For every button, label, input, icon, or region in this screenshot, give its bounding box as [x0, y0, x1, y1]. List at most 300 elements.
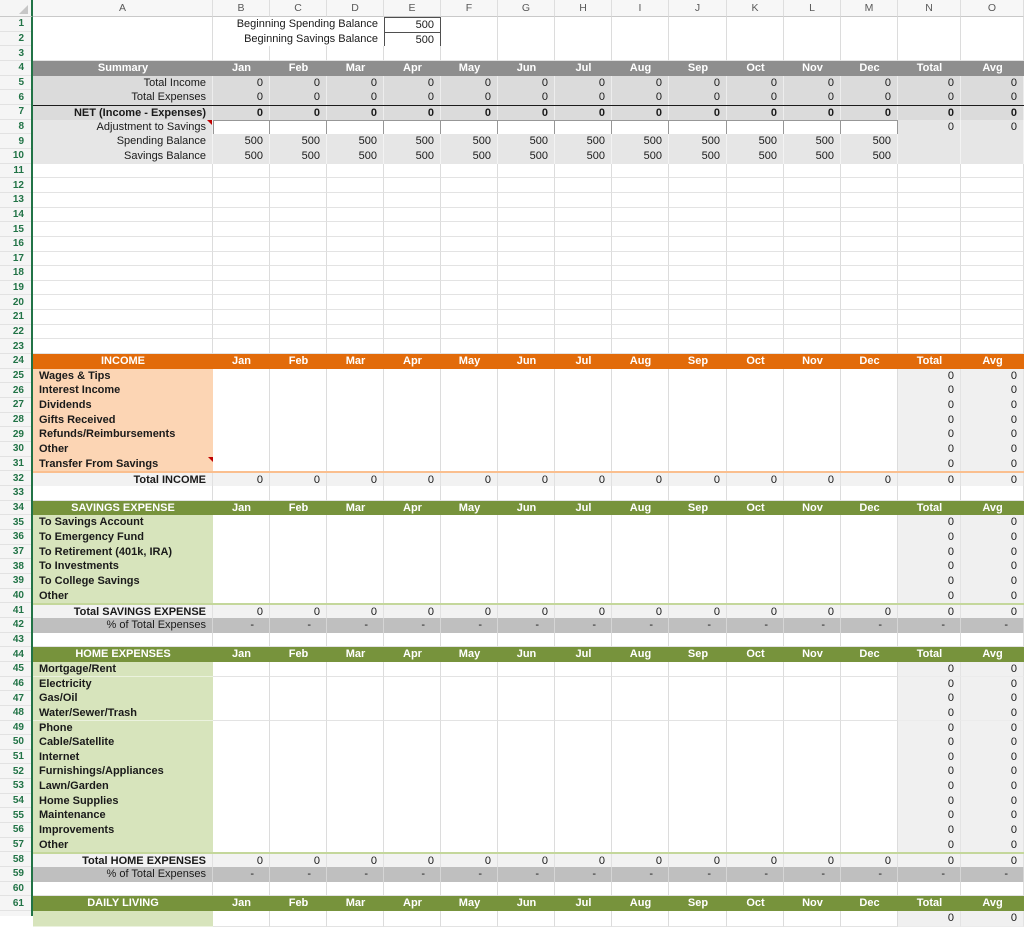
cell-O12[interactable]: [961, 178, 1024, 193]
cell-K6[interactable]: 0: [727, 90, 784, 106]
cell-N25[interactable]: 0: [898, 369, 961, 385]
cell-N53[interactable]: 0: [898, 779, 961, 795]
cell-E23[interactable]: [384, 339, 441, 354]
cell-J18[interactable]: [669, 266, 727, 281]
cell-M58[interactable]: 0: [841, 854, 898, 870]
cell-G62[interactable]: [498, 911, 555, 927]
cell-E16[interactable]: [384, 237, 441, 252]
row-header-51[interactable]: 51: [0, 750, 31, 765]
cell-M16[interactable]: [841, 237, 898, 252]
column-header-F[interactable]: F: [441, 0, 498, 17]
cell-I53[interactable]: [612, 779, 669, 795]
cell-C6[interactable]: 0: [270, 90, 327, 106]
cell-I8[interactable]: [612, 120, 669, 136]
cell-E27[interactable]: [384, 398, 441, 414]
cell-B22[interactable]: [213, 325, 270, 340]
cell-H43[interactable]: [555, 633, 612, 648]
cell-N6[interactable]: 0: [898, 90, 961, 106]
cell-D49[interactable]: [327, 721, 384, 737]
cell-B53[interactable]: [213, 779, 270, 795]
cell-B27[interactable]: [213, 398, 270, 414]
cell-J17[interactable]: [669, 252, 727, 267]
cell-J15[interactable]: [669, 222, 727, 237]
cell-A47[interactable]: Gas/Oil: [33, 691, 213, 707]
cell-N21[interactable]: [898, 310, 961, 325]
cell-F53[interactable]: [441, 779, 498, 795]
column-header-I[interactable]: I: [612, 0, 669, 17]
cell-E57[interactable]: [384, 838, 441, 854]
cell-B25[interactable]: [213, 369, 270, 385]
cell-K42[interactable]: -: [727, 618, 784, 633]
cell-K21[interactable]: [727, 310, 784, 325]
cell-C58[interactable]: 0: [270, 854, 327, 870]
cell-F24[interactable]: May: [441, 354, 498, 369]
cell-B11[interactable]: [213, 164, 270, 179]
cell-J8[interactable]: [669, 120, 727, 136]
cell-M15[interactable]: [841, 222, 898, 237]
cell-C14[interactable]: [270, 208, 327, 223]
cell-C45[interactable]: [270, 662, 327, 678]
cell-H20[interactable]: [555, 295, 612, 310]
cell-M57[interactable]: [841, 838, 898, 854]
cell-J40[interactable]: [669, 589, 727, 605]
cell-G48[interactable]: [498, 706, 555, 722]
cell-O20[interactable]: [961, 295, 1024, 310]
cell-F6[interactable]: 0: [441, 90, 498, 106]
cell-O15[interactable]: [961, 222, 1024, 237]
cell-H51[interactable]: [555, 750, 612, 766]
cell-N27[interactable]: 0: [898, 398, 961, 414]
cell-J48[interactable]: [669, 706, 727, 722]
cell-I40[interactable]: [612, 589, 669, 605]
cell-H12[interactable]: [555, 178, 612, 193]
cell-H38[interactable]: [555, 559, 612, 575]
cell-K29[interactable]: [727, 427, 784, 443]
cell-O53[interactable]: 0: [961, 779, 1024, 795]
cell-L54[interactable]: [784, 794, 841, 810]
cell-K37[interactable]: [727, 545, 784, 561]
cell-J57[interactable]: [669, 838, 727, 854]
cell-A38[interactable]: To Investments: [33, 559, 213, 575]
cell-A9[interactable]: Spending Balance: [33, 134, 213, 150]
cell-J10[interactable]: 500: [669, 149, 727, 165]
cell-O47[interactable]: 0: [961, 691, 1024, 707]
cell-C49[interactable]: [270, 721, 327, 737]
cell-M59[interactable]: -: [841, 867, 898, 882]
cell-H5[interactable]: 0: [555, 76, 612, 92]
row-header-27[interactable]: 27: [0, 398, 31, 413]
cell-C56[interactable]: [270, 823, 327, 839]
cell-E36[interactable]: [384, 530, 441, 546]
cell-C21[interactable]: [270, 310, 327, 325]
cell-H22[interactable]: [555, 325, 612, 340]
cell-N34[interactable]: Total: [898, 501, 961, 516]
cell-J31[interactable]: [669, 457, 727, 473]
cell-D36[interactable]: [327, 530, 384, 546]
cell-A12[interactable]: [33, 178, 213, 193]
cell-B36[interactable]: [213, 530, 270, 546]
cell-L32[interactable]: 0: [784, 473, 841, 489]
cell-D33[interactable]: [327, 486, 384, 501]
cell-L44[interactable]: Nov: [784, 647, 841, 662]
cell-M17[interactable]: [841, 252, 898, 267]
cell-I62[interactable]: [612, 911, 669, 927]
cell-F5[interactable]: 0: [441, 76, 498, 92]
cell-M37[interactable]: [841, 545, 898, 561]
cell-F25[interactable]: [441, 369, 498, 385]
cell-D12[interactable]: [327, 178, 384, 193]
cell-A56[interactable]: Improvements: [33, 823, 213, 839]
cell-A7[interactable]: NET (Income - Expenses): [33, 106, 213, 122]
cell-L39[interactable]: [784, 574, 841, 590]
cell-L34[interactable]: Nov: [784, 501, 841, 516]
cell-B8[interactable]: [213, 120, 270, 136]
cell-A30[interactable]: Other: [33, 442, 213, 458]
cell-H57[interactable]: [555, 838, 612, 854]
cell-D11[interactable]: [327, 164, 384, 179]
cell-C23[interactable]: [270, 339, 327, 354]
cell-G35[interactable]: [498, 515, 555, 531]
cell-M3[interactable]: [841, 46, 898, 61]
cell-E61[interactable]: Apr: [384, 896, 441, 911]
cell-N8[interactable]: 0: [898, 120, 961, 136]
cell-J38[interactable]: [669, 559, 727, 575]
row-header-57[interactable]: 57: [0, 838, 31, 853]
cell-K62[interactable]: [727, 911, 784, 927]
cell-I7[interactable]: 0: [612, 106, 669, 122]
cell-N29[interactable]: 0: [898, 427, 961, 443]
cell-L26[interactable]: [784, 383, 841, 399]
cell-E59[interactable]: -: [384, 867, 441, 882]
cell-E7[interactable]: 0: [384, 106, 441, 122]
cell-D23[interactable]: [327, 339, 384, 354]
row-header-29[interactable]: 29: [0, 427, 31, 442]
cell-N47[interactable]: 0: [898, 691, 961, 707]
cell-A43[interactable]: [33, 633, 213, 648]
cell-F49[interactable]: [441, 721, 498, 737]
cell-M33[interactable]: [841, 486, 898, 501]
cell-C47[interactable]: [270, 691, 327, 707]
cell-G45[interactable]: [498, 662, 555, 678]
cell-I55[interactable]: [612, 808, 669, 824]
cell-G44[interactable]: Jun: [498, 647, 555, 662]
cell-I56[interactable]: [612, 823, 669, 839]
cell-N36[interactable]: 0: [898, 530, 961, 546]
cell-F46[interactable]: [441, 677, 498, 693]
cell-G52[interactable]: [498, 764, 555, 780]
cell-F34[interactable]: May: [441, 501, 498, 516]
cell-D30[interactable]: [327, 442, 384, 458]
cell-M48[interactable]: [841, 706, 898, 722]
row-header-30[interactable]: 30: [0, 442, 31, 457]
cell-K57[interactable]: [727, 838, 784, 854]
cell-H18[interactable]: [555, 266, 612, 281]
cell-N43[interactable]: [898, 633, 961, 648]
cell-B4[interactable]: Jan: [213, 61, 270, 76]
cell-J60[interactable]: [669, 882, 727, 897]
cell-G32[interactable]: 0: [498, 473, 555, 489]
cell-H59[interactable]: -: [555, 867, 612, 882]
cell-I36[interactable]: [612, 530, 669, 546]
cell-C7[interactable]: 0: [270, 106, 327, 122]
cell-L24[interactable]: Nov: [784, 354, 841, 369]
cell-C26[interactable]: [270, 383, 327, 399]
cell-A13[interactable]: [33, 193, 213, 208]
cell-G29[interactable]: [498, 427, 555, 443]
cell-G19[interactable]: [498, 281, 555, 296]
cell-G43[interactable]: [498, 633, 555, 648]
cell-N10[interactable]: [898, 149, 961, 165]
cell-E21[interactable]: [384, 310, 441, 325]
cell-K30[interactable]: [727, 442, 784, 458]
cell-D57[interactable]: [327, 838, 384, 854]
cell-L50[interactable]: [784, 735, 841, 751]
cell-K39[interactable]: [727, 574, 784, 590]
cell-H40[interactable]: [555, 589, 612, 605]
cell-I25[interactable]: [612, 369, 669, 385]
cell-A14[interactable]: [33, 208, 213, 223]
cell-C29[interactable]: [270, 427, 327, 443]
cell-H61[interactable]: Jul: [555, 896, 612, 911]
row-header-50[interactable]: 50: [0, 735, 31, 750]
cell-D50[interactable]: [327, 735, 384, 751]
cell-A19[interactable]: [33, 281, 213, 296]
cell-O52[interactable]: 0: [961, 764, 1024, 780]
cell-F19[interactable]: [441, 281, 498, 296]
cell-D20[interactable]: [327, 295, 384, 310]
cell-F40[interactable]: [441, 589, 498, 605]
row-header-16[interactable]: 16: [0, 237, 31, 252]
cell-D61[interactable]: Mar: [327, 896, 384, 911]
cell-C16[interactable]: [270, 237, 327, 252]
cell-E58[interactable]: 0: [384, 854, 441, 870]
cell-G58[interactable]: 0: [498, 854, 555, 870]
cell-H9[interactable]: 500: [555, 134, 612, 150]
cell-B5[interactable]: 0: [213, 76, 270, 92]
cell-N3[interactable]: [898, 46, 961, 61]
cell-B45[interactable]: [213, 662, 270, 678]
cell-C24[interactable]: Feb: [270, 354, 327, 369]
cell-H49[interactable]: [555, 721, 612, 737]
cell-I18[interactable]: [612, 266, 669, 281]
cell-F27[interactable]: [441, 398, 498, 414]
cell-A55[interactable]: Maintenance: [33, 808, 213, 824]
cell-K8[interactable]: [727, 120, 784, 136]
cell-B12[interactable]: [213, 178, 270, 193]
cell-C8[interactable]: [270, 120, 327, 136]
cell-K38[interactable]: [727, 559, 784, 575]
cell-A57[interactable]: Other: [33, 838, 213, 854]
cell-H39[interactable]: [555, 574, 612, 590]
cell-O33[interactable]: [961, 486, 1024, 501]
cell-G59[interactable]: -: [498, 867, 555, 882]
cell-B41[interactable]: 0: [213, 605, 270, 621]
cell-K10[interactable]: 500: [727, 149, 784, 165]
cell-E10[interactable]: 500: [384, 149, 441, 165]
cell-F39[interactable]: [441, 574, 498, 590]
column-header-B[interactable]: B: [213, 0, 270, 17]
cell-E19[interactable]: [384, 281, 441, 296]
cell-O40[interactable]: 0: [961, 589, 1024, 605]
cell-K31[interactable]: [727, 457, 784, 473]
cell-I47[interactable]: [612, 691, 669, 707]
cell-M56[interactable]: [841, 823, 898, 839]
cell-M29[interactable]: [841, 427, 898, 443]
cell-D31[interactable]: [327, 457, 384, 473]
cell-B31[interactable]: [213, 457, 270, 473]
cell-I13[interactable]: [612, 193, 669, 208]
cell-C36[interactable]: [270, 530, 327, 546]
cell-A51[interactable]: Internet: [33, 750, 213, 766]
cell-N23[interactable]: [898, 339, 961, 354]
cell-G21[interactable]: [498, 310, 555, 325]
cell-J41[interactable]: 0: [669, 605, 727, 621]
cell-A59[interactable]: % of Total Expenses: [33, 867, 213, 882]
cell-D56[interactable]: [327, 823, 384, 839]
cell-J55[interactable]: [669, 808, 727, 824]
cell-G14[interactable]: [498, 208, 555, 223]
column-header-H[interactable]: H: [555, 0, 612, 17]
cell-D46[interactable]: [327, 677, 384, 693]
row-header-17[interactable]: 17: [0, 252, 31, 267]
cell-A25[interactable]: Wages & Tips: [33, 369, 213, 385]
row-header-52[interactable]: 52: [0, 764, 31, 779]
cell-A62[interactable]: [33, 911, 213, 927]
cell-F4[interactable]: May: [441, 61, 498, 76]
cell-B30[interactable]: [213, 442, 270, 458]
cell-H30[interactable]: [555, 442, 612, 458]
cell-G57[interactable]: [498, 838, 555, 854]
cell-H48[interactable]: [555, 706, 612, 722]
cell-A33[interactable]: [33, 486, 213, 501]
cell-O11[interactable]: [961, 164, 1024, 179]
cell-A27[interactable]: Dividends: [33, 398, 213, 414]
cell-L12[interactable]: [784, 178, 841, 193]
cell-H17[interactable]: [555, 252, 612, 267]
cell-J7[interactable]: 0: [669, 106, 727, 122]
cell-L59[interactable]: -: [784, 867, 841, 882]
cell-D19[interactable]: [327, 281, 384, 296]
cell-O3[interactable]: [961, 46, 1024, 61]
cell-M25[interactable]: [841, 369, 898, 385]
cell-C9[interactable]: 500: [270, 134, 327, 150]
cell-M45[interactable]: [841, 662, 898, 678]
cell-L55[interactable]: [784, 808, 841, 824]
cell-B49[interactable]: [213, 721, 270, 737]
cell-C53[interactable]: [270, 779, 327, 795]
column-header-D[interactable]: D: [327, 0, 384, 17]
cell-A37[interactable]: To Retirement (401k, IRA): [33, 545, 213, 561]
cell-O5[interactable]: 0: [961, 76, 1024, 92]
cell-E33[interactable]: [384, 486, 441, 501]
cell-G17[interactable]: [498, 252, 555, 267]
cell-J22[interactable]: [669, 325, 727, 340]
cell-I31[interactable]: [612, 457, 669, 473]
setup-label-2[interactable]: Beginning Savings Balance: [213, 32, 384, 49]
cell-L7[interactable]: 0: [784, 106, 841, 122]
cell-G11[interactable]: [498, 164, 555, 179]
row-header-49[interactable]: 49: [0, 721, 31, 736]
row-header-59[interactable]: 59: [0, 867, 31, 882]
cell-K54[interactable]: [727, 794, 784, 810]
cell-H46[interactable]: [555, 677, 612, 693]
cell-D25[interactable]: [327, 369, 384, 385]
cell-J47[interactable]: [669, 691, 727, 707]
cell-N24[interactable]: Total: [898, 354, 961, 369]
cell-J21[interactable]: [669, 310, 727, 325]
cell-F22[interactable]: [441, 325, 498, 340]
cell-L31[interactable]: [784, 457, 841, 473]
row-header-58[interactable]: 58: [0, 852, 31, 867]
cell-M32[interactable]: 0: [841, 473, 898, 489]
row-header-26[interactable]: 26: [0, 383, 31, 398]
cell-C40[interactable]: [270, 589, 327, 605]
cell-F30[interactable]: [441, 442, 498, 458]
cell-J62[interactable]: [669, 911, 727, 927]
cell-G40[interactable]: [498, 589, 555, 605]
cell-E17[interactable]: [384, 252, 441, 267]
cell-B18[interactable]: [213, 266, 270, 281]
cell-N13[interactable]: [898, 193, 961, 208]
cell-H41[interactable]: 0: [555, 605, 612, 621]
cell-A35[interactable]: To Savings Account: [33, 515, 213, 531]
cell-D27[interactable]: [327, 398, 384, 414]
cell-F45[interactable]: [441, 662, 498, 678]
cell-I17[interactable]: [612, 252, 669, 267]
row-header-3[interactable]: 3: [0, 46, 31, 61]
cell-L8[interactable]: [784, 120, 841, 136]
cell-O30[interactable]: 0: [961, 442, 1024, 458]
cell-I45[interactable]: [612, 662, 669, 678]
cell-H56[interactable]: [555, 823, 612, 839]
cell-N33[interactable]: [898, 486, 961, 501]
cell-J16[interactable]: [669, 237, 727, 252]
cell-N32[interactable]: 0: [898, 473, 961, 489]
cell-D47[interactable]: [327, 691, 384, 707]
cell-M23[interactable]: [841, 339, 898, 354]
cell-E46[interactable]: [384, 677, 441, 693]
cell-F11[interactable]: [441, 164, 498, 179]
cell-H26[interactable]: [555, 383, 612, 399]
cell-G55[interactable]: [498, 808, 555, 824]
select-all-corner[interactable]: [0, 0, 33, 17]
cell-A46[interactable]: Electricity: [33, 677, 213, 693]
cell-I61[interactable]: Aug: [612, 896, 669, 911]
row-header-9[interactable]: 9: [0, 134, 31, 149]
cell-K61[interactable]: Oct: [727, 896, 784, 911]
cell-F10[interactable]: 500: [441, 149, 498, 165]
cell-I3[interactable]: [612, 46, 669, 61]
cell-B50[interactable]: [213, 735, 270, 751]
cell-D48[interactable]: [327, 706, 384, 722]
cell-I10[interactable]: 500: [612, 149, 669, 165]
cell-L9[interactable]: 500: [784, 134, 841, 150]
cell-A15[interactable]: [33, 222, 213, 237]
cell-L4[interactable]: Nov: [784, 61, 841, 76]
cell-E11[interactable]: [384, 164, 441, 179]
cell-N19[interactable]: [898, 281, 961, 296]
cell-M43[interactable]: [841, 633, 898, 648]
cell-D53[interactable]: [327, 779, 384, 795]
cell-O10[interactable]: [961, 149, 1024, 165]
cell-J51[interactable]: [669, 750, 727, 766]
cell-D15[interactable]: [327, 222, 384, 237]
cell-N48[interactable]: 0: [898, 706, 961, 722]
cell-B32[interactable]: 0: [213, 473, 270, 489]
cell-L17[interactable]: [784, 252, 841, 267]
cell-H23[interactable]: [555, 339, 612, 354]
cell-N11[interactable]: [898, 164, 961, 179]
